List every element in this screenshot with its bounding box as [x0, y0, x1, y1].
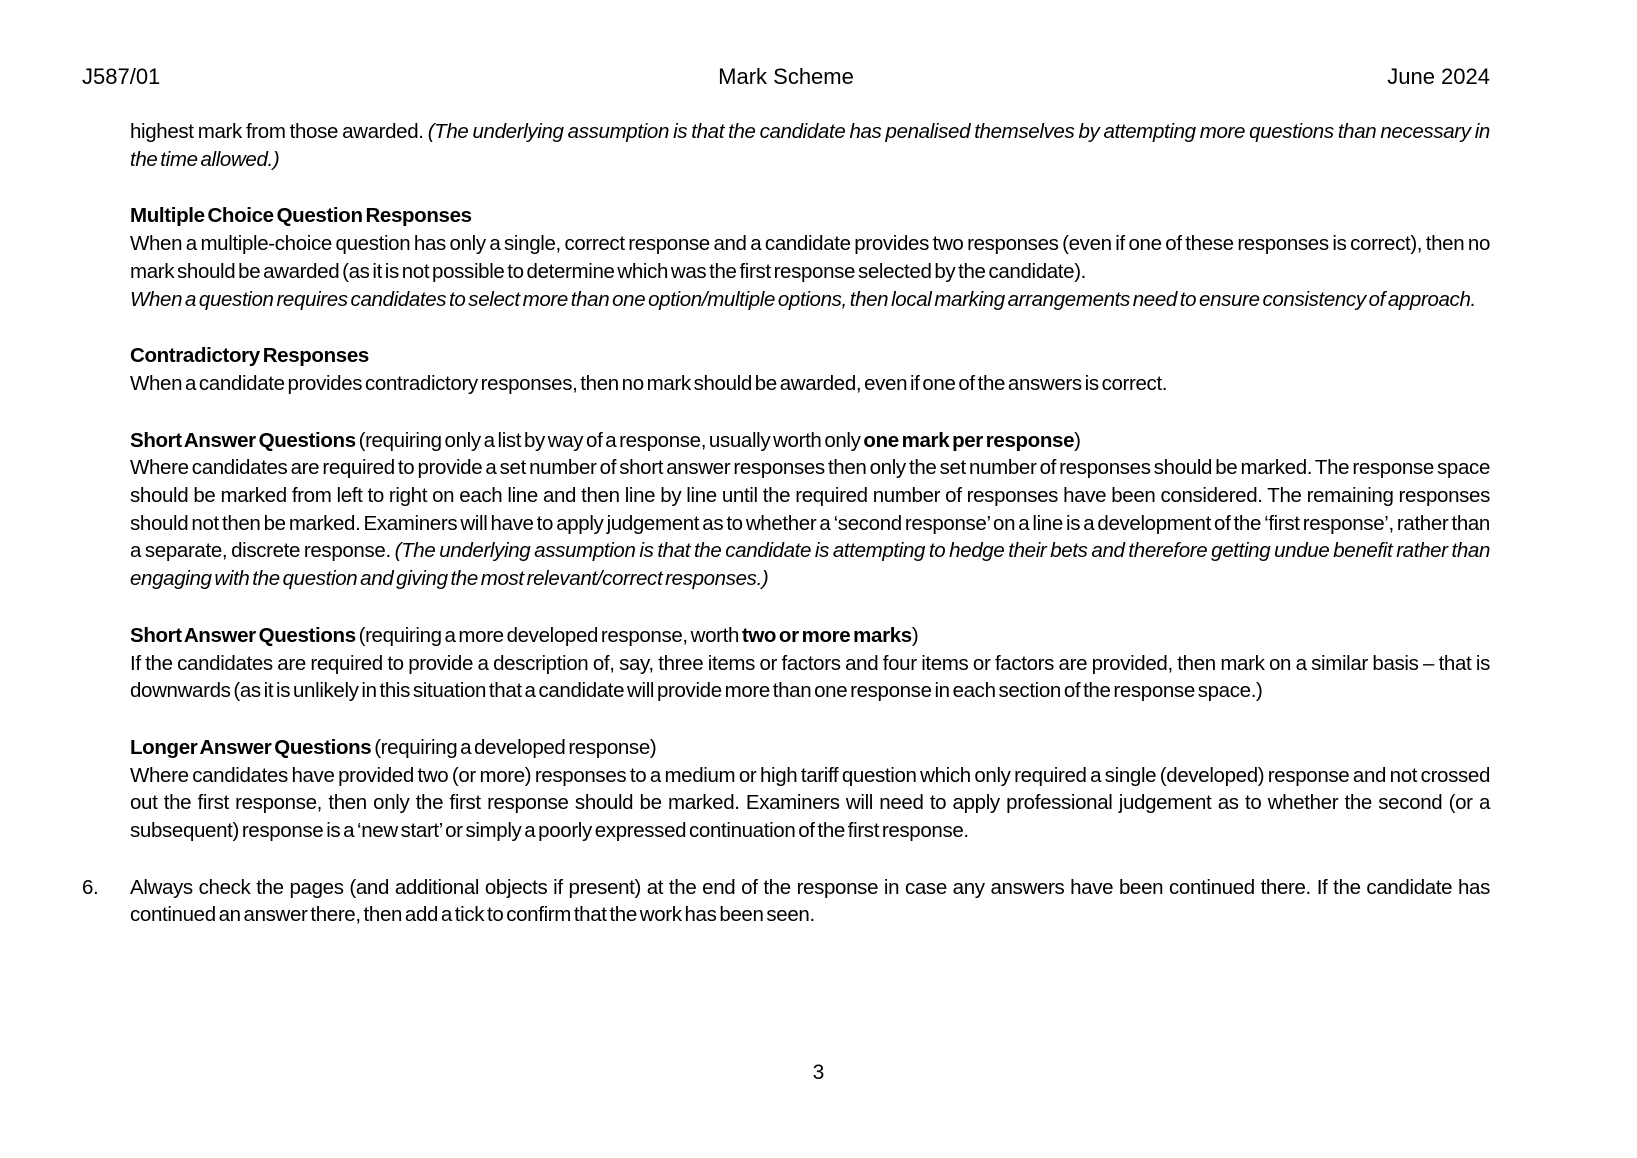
section-heading-bold: Longer Answer Questions — [130, 735, 372, 759]
section-heading-suffix: ) — [1074, 428, 1081, 452]
section-body-text: Where candidates are required to provide a set number of short answer responses then only the set number of responses should be marked. The response space should be marked from left to right on each line and then line by line until the required number of responses have been considered. The remaining responses should not then be marked. Examiners will have to apply judgement as to whether a ‘second response’ on a line is a development of the ‘first response’, rather than a separate, discrete response. — [130, 456, 1490, 563]
section-multiple-choice — [130, 202, 1490, 313]
section-heading — [130, 202, 1490, 230]
section-short-answer-developed — [130, 622, 1490, 705]
section-heading-bold-2: one mark per response — [863, 428, 1075, 452]
doc-code: J587/01 — [82, 64, 161, 89]
section-body: When a multiple-choice question has only a single, correct response and a candidate provides two responses (even if one of these responses is correct), then no mark should be awarded (as it is not possible to determine which was the first response selected by the candidate). — [130, 232, 1490, 283]
section-heading-text: Multiple Choice Question Responses — [130, 204, 472, 228]
section-heading-text: Contradictory Responses — [130, 344, 369, 368]
section-heading-bold: Short Answer Questions — [130, 623, 356, 647]
page-footer — [0, 1060, 1637, 1086]
section-short-answer-list — [130, 427, 1490, 593]
section-heading — [130, 622, 1490, 650]
section-body: Where candidates have provided two (or more) responses to a medium or high tariff question which only required a single (developed) response and not crossed out the first response, then only the first response should be marked. Examiners will need to apply professional judgement as to whether the second (or a subsequent) response is a ‘new start’ or simply a poorly expressed continuation of the first response. — [130, 763, 1490, 843]
section-heading — [130, 342, 1490, 370]
section-body: When a candidate provides contradictory responses, then no mark should be awarded, even if one of the answers is correct. — [130, 371, 1168, 395]
section-body-italic: (The underlying assumption is that the candidate is attempting to hedge their bets and therefore getting undue benefit rather than engaging with the question and giving the most relevant/correct responses.) — [130, 539, 1490, 591]
intro-text: highest mark from those awarded. — [130, 120, 428, 143]
page-number: 3 — [812, 1061, 825, 1084]
doc-title: Mark Scheme — [718, 64, 854, 89]
section-heading — [130, 427, 1490, 455]
section-heading-normal: (requiring a developed response) — [371, 735, 657, 759]
numbered-item-6 — [82, 874, 1490, 929]
intro-italic-note: (The underlying assumption is that the candidate has penalised themselves by attempting more questions than necessary in the time allowed.) — [130, 120, 1490, 171]
section-body-italic: When a question requires candidates to select more than one option/multiple options, then local marking arrangements need to ensure consistency of approach. — [130, 287, 1476, 311]
item-number: 6. — [82, 875, 99, 899]
section-contradictory-responses — [130, 342, 1490, 397]
item-text: Always check the pages (and additional objects if present) at the end of the response in case any answers have been continued there. If the candidate has continued an answer there, then add a tick to confirm that the work has been seen. — [130, 875, 1490, 927]
section-longer-answer — [130, 734, 1490, 845]
page-header — [82, 64, 1490, 90]
section-body — [130, 454, 1490, 593]
doc-date: June 2024 — [1387, 64, 1490, 89]
intro-paragraph — [130, 118, 1490, 173]
section-heading — [130, 734, 1490, 762]
section-heading-bold: Short Answer Questions — [130, 428, 356, 452]
section-body: If the candidates are required to provide a description of, say, three items or factors and four items or factors are provided, then mark on a similar basis – that is downwards (as it is unlikely in this situation that a candidate will provide more than one response in each section of the response space.) — [130, 651, 1490, 703]
section-heading-bold-2: two or more marks — [741, 623, 912, 647]
section-heading-suffix: ) — [911, 623, 919, 647]
section-heading-normal: (requiring only a list by way of a response, usually worth only — [355, 428, 864, 452]
section-heading-normal: (requiring a more developed response, worth — [355, 623, 742, 647]
page-content — [130, 118, 1490, 845]
